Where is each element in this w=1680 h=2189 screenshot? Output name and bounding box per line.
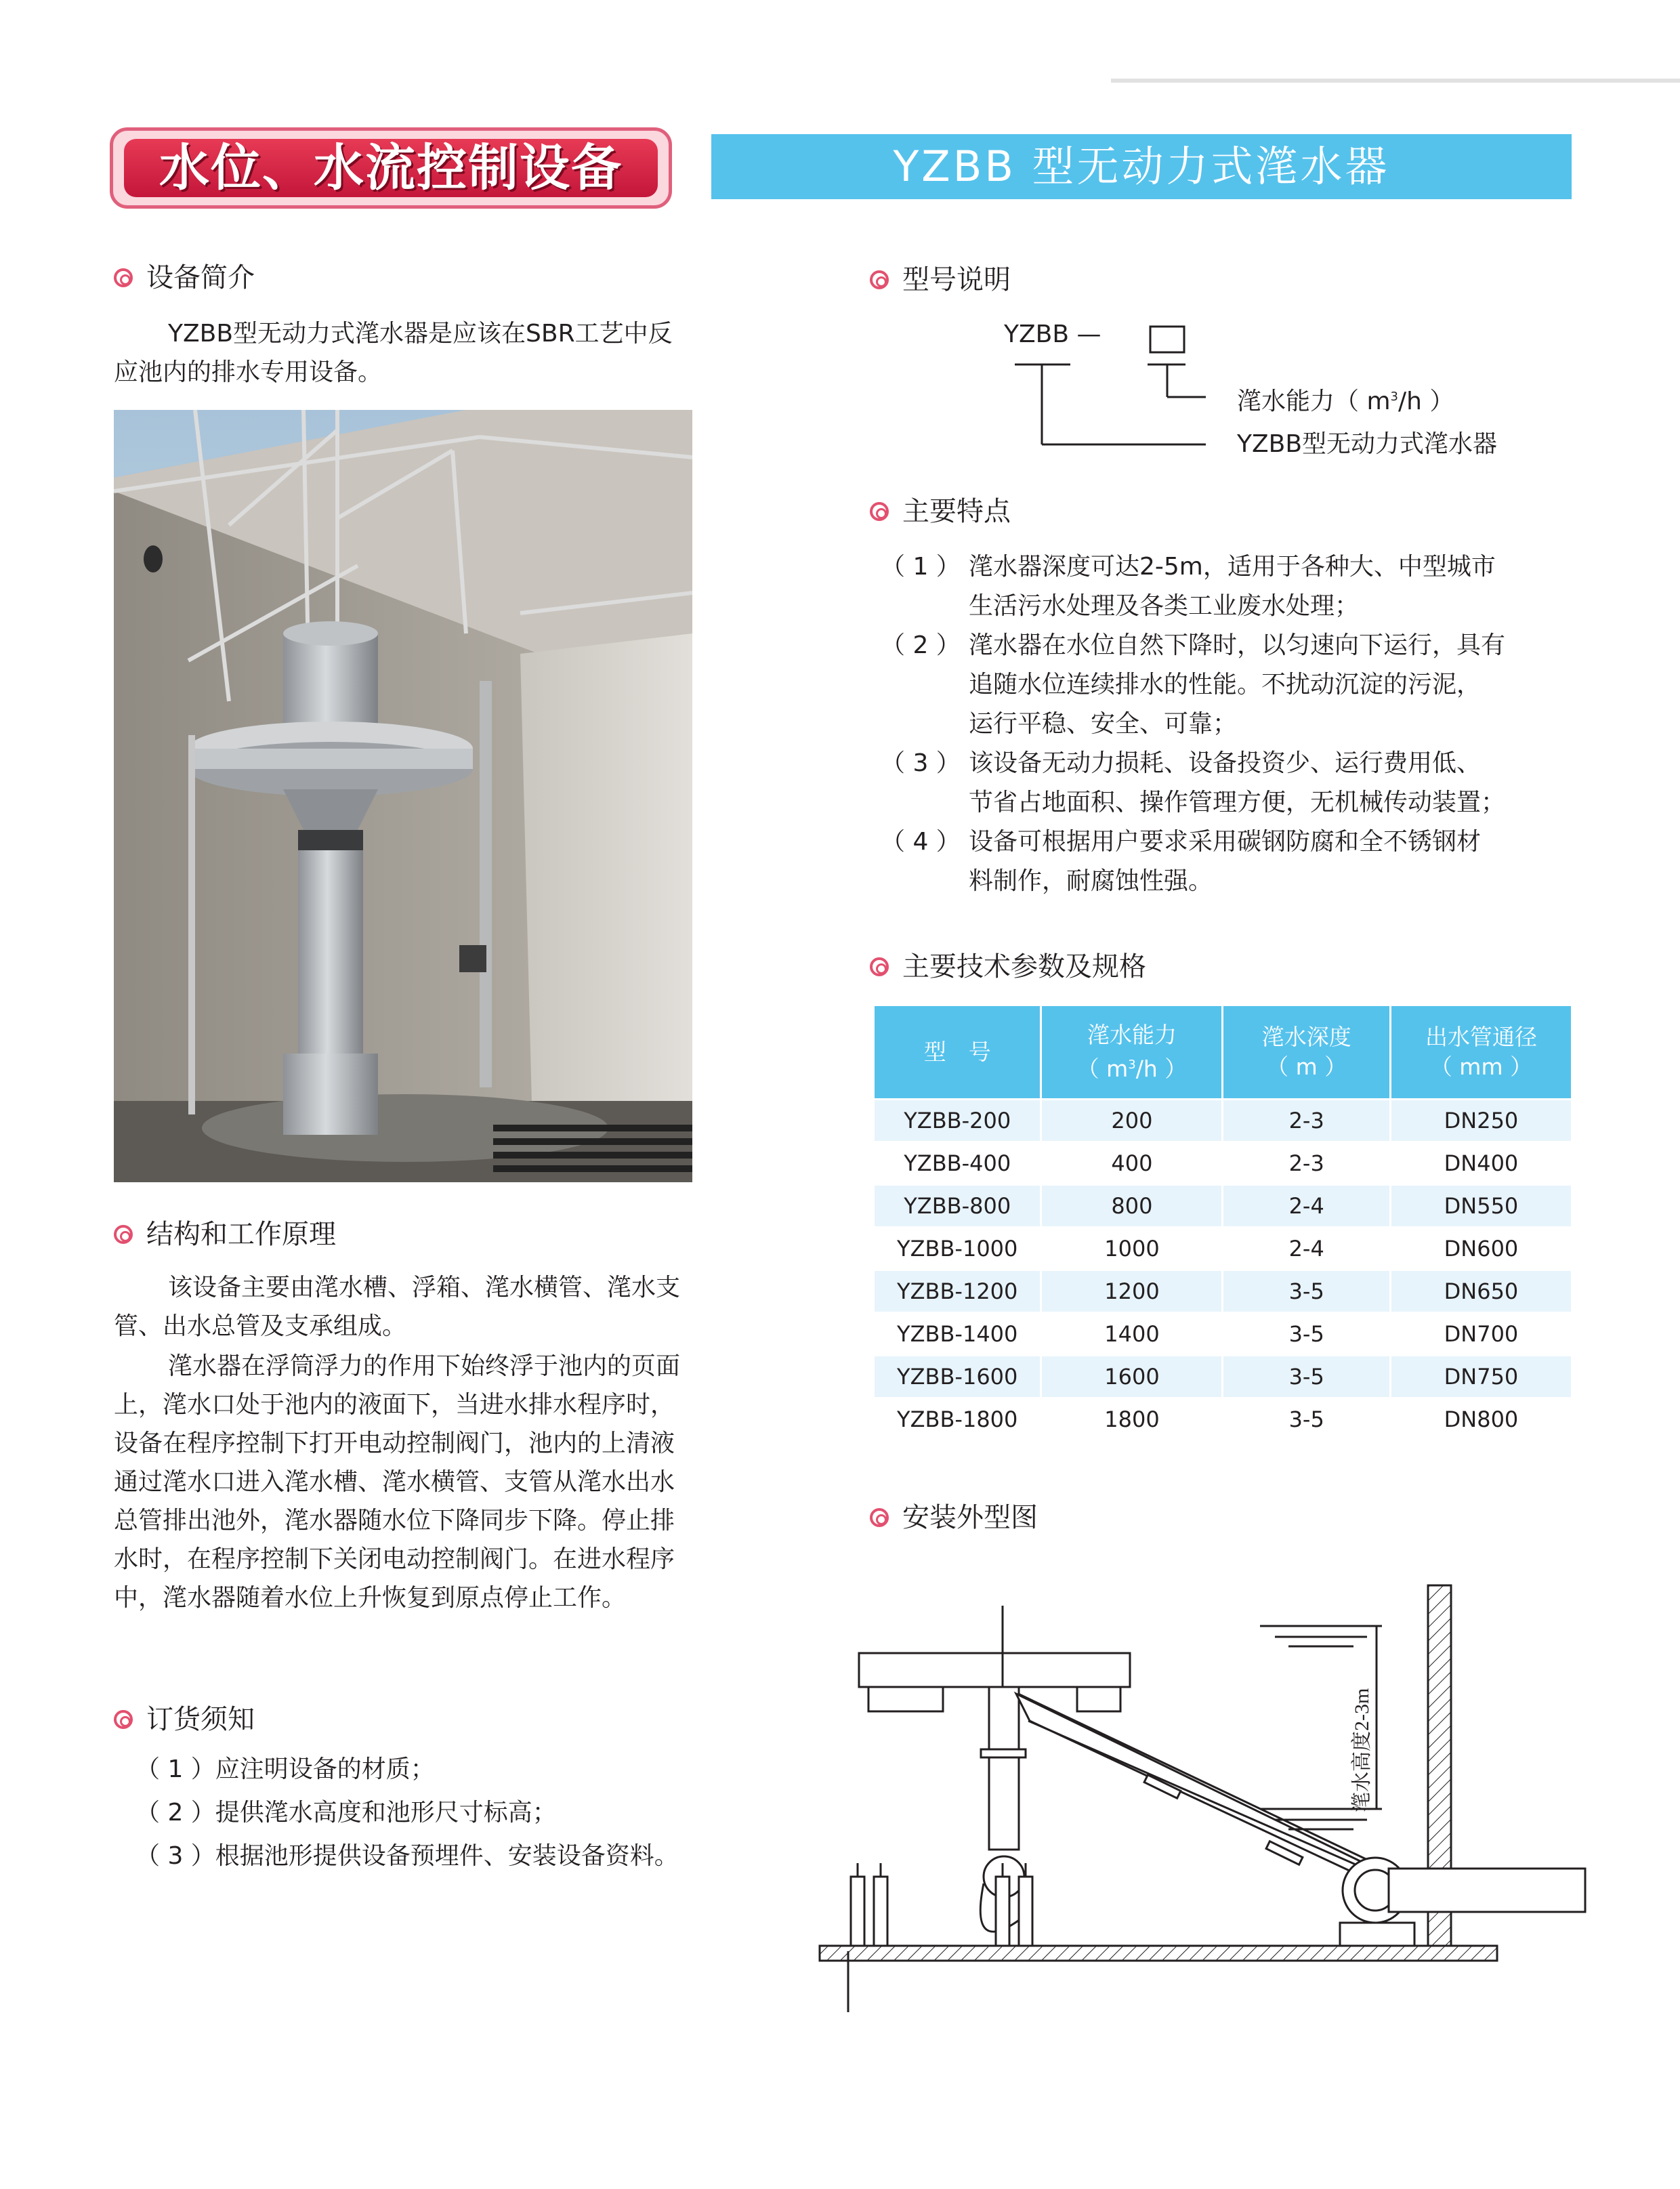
table-row: YZBB-1200 1200 3-5 DN650 bbox=[874, 1270, 1572, 1313]
product-photo bbox=[114, 410, 692, 1182]
section-bullet-icon bbox=[870, 270, 889, 289]
structure-paragraph-1: 该设备主要由滗水槽、浮箱、滗水横管、滗水支管、出水总管及支承组成。 bbox=[114, 1274, 681, 1340]
table-row: YZBB-1000 1000 2-4 DN600 bbox=[874, 1228, 1572, 1270]
section-heading-intro bbox=[114, 261, 255, 295]
list-item: （ 2 ） 滗水器在水位自然下降时，以匀速向下运行，具有 追随水位连续排水的性能。不扰动沉淀的污泥， 运行平稳、安全、可靠； bbox=[881, 631, 1506, 738]
section-bullet-icon bbox=[114, 268, 133, 287]
section-bullet-icon bbox=[114, 1710, 133, 1729]
intro-text: YZBB型无动力式滗水器是应该在SBR工艺中反应池内的排水专用设备。 bbox=[114, 320, 673, 386]
list-item: （ 3 ）根据池形提供设备预埋件、安装设备资料。 bbox=[135, 1842, 679, 1870]
table-row: YZBB-1800 1800 3-5 DN800 bbox=[874, 1398, 1572, 1441]
header-capacity: 滗水能力 （ $m^3/h$ ） bbox=[1041, 1005, 1223, 1100]
table-row: YZBB-200 200 2-3 DN250 bbox=[874, 1100, 1572, 1142]
header-pipe-diameter: 出水管通径 （ mm ） bbox=[1390, 1005, 1572, 1100]
section-heading-install bbox=[870, 1501, 1038, 1535]
list-item: （ 2 ）提供滗水高度和池形尺寸标高； bbox=[135, 1799, 557, 1827]
table-row: YZBB-1600 1600 3-5 DN750 bbox=[874, 1356, 1572, 1398]
model-label-capacity: 滗水能力（ $m^3/h$ ） bbox=[1237, 388, 1454, 415]
section-heading-model bbox=[870, 263, 1011, 297]
table-row: YZBB-1400 1400 3-5 DN700 bbox=[874, 1313, 1572, 1356]
section-bullet-icon bbox=[870, 957, 889, 976]
install-dimension-label: 滗水高度2-3m bbox=[1351, 1688, 1373, 1812]
model-label-name: YZBB型无动力式滗水器 bbox=[1237, 430, 1498, 458]
list-item: （ 3 ） 该设备无动力损耗、设备投资少、运行费用低、 节省占地面积、操作管理方便，无机械传动装置； bbox=[881, 749, 1506, 816]
top-divider bbox=[1111, 79, 1680, 83]
ordering-list bbox=[135, 1748, 732, 1878]
section-heading-ordering bbox=[114, 1703, 255, 1736]
model-code: YZBB — bbox=[1004, 320, 1101, 348]
product-title: YZBB 型无动力式滗水器 bbox=[711, 134, 1572, 199]
specs-heading: 主要技术参数及规格 bbox=[902, 951, 1146, 982]
model-heading: 型号说明 bbox=[902, 264, 1011, 295]
section-heading-structure bbox=[114, 1217, 336, 1251]
model-diagram bbox=[975, 317, 1585, 466]
installation-diagram bbox=[793, 1579, 1592, 2019]
list-item: （ 1 ） 滗水器深度可达2-5m，适用于各种大、中型城市 生活污水处理及各类工业废水处理； bbox=[881, 553, 1496, 620]
install-heading: 安装外型图 bbox=[902, 1502, 1038, 1533]
intro-heading: 设备简介 bbox=[146, 262, 255, 293]
features-list bbox=[881, 547, 1599, 901]
table-row: YZBB-400 400 2-3 DN400 bbox=[874, 1142, 1572, 1185]
category-badge bbox=[110, 127, 672, 209]
section-bullet-icon bbox=[870, 502, 889, 521]
section-bullet-icon bbox=[114, 1225, 133, 1244]
ordering-heading: 订货须知 bbox=[146, 1704, 255, 1735]
header-model: 型 号 bbox=[874, 1005, 1041, 1100]
list-item: （ 1 ）应注明设备的材质； bbox=[135, 1755, 435, 1783]
list-item: （ 4 ） 设备可根据用户要求采用碳钢防腐和全不锈钢材 料制作，耐腐蚀性强。 bbox=[881, 828, 1482, 895]
section-heading-specs bbox=[870, 950, 1146, 984]
decanter-photo-image bbox=[114, 410, 692, 1182]
section-heading-features bbox=[870, 495, 1011, 528]
structure-heading: 结构和工作原理 bbox=[146, 1219, 336, 1250]
spec-table bbox=[873, 1004, 1573, 1442]
features-heading: 主要特点 bbox=[902, 496, 1011, 527]
table-header-row bbox=[874, 1005, 1572, 1100]
header-depth: 滗水深度 （ m ） bbox=[1223, 1005, 1390, 1100]
section-bullet-icon bbox=[870, 1508, 889, 1527]
category-title: 水位、水流控制设备 bbox=[124, 139, 658, 197]
structure-paragraph-2: 滗水器在浮筒浮力的作用下始终浮于池内的页面上，滗水口处于池内的液面下，当进水排水程序时，设备在程序控制下打开电动控制阀门，池内的上清液通过滗水口进入滗水槽、滗水横管、支管从滗水出水总管排出池外，滗水器随水位下降同步下降。停止排水时，在程序控制下关闭电动控制阀门。在进水程序中，滗水器随着水位上升恢复到原点停止工作。 bbox=[114, 1352, 681, 1612]
table-row: YZBB-800 800 2-4 DN550 bbox=[874, 1185, 1572, 1228]
